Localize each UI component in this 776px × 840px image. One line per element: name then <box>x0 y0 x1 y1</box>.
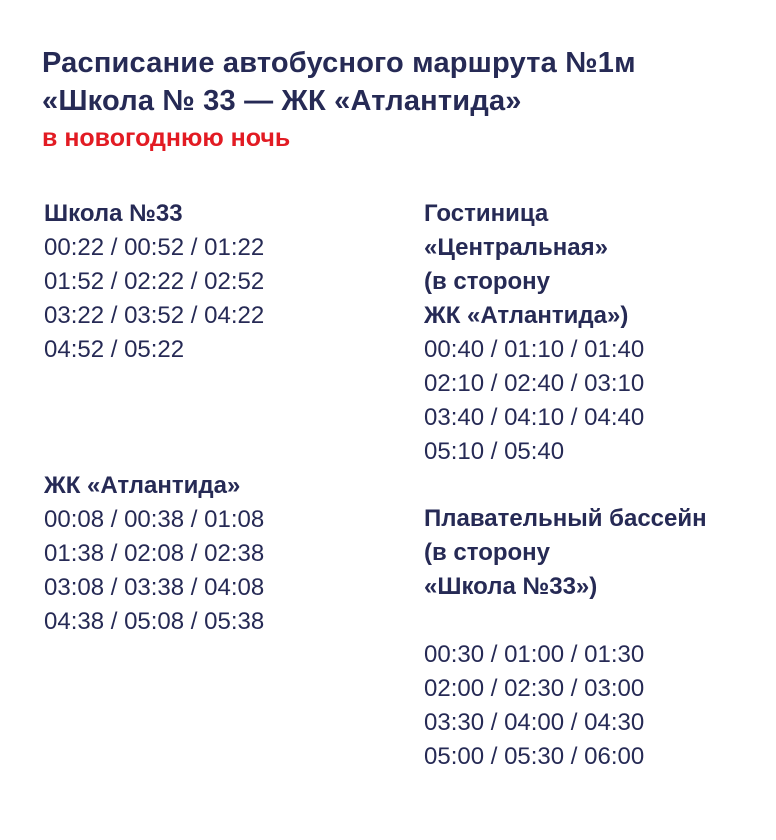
time-row: 03:08 / 03:38 / 04:08 <box>44 574 265 601</box>
time-row: 00:22 / 00:52 / 01:22 <box>44 234 265 261</box>
stop-block-school33 <box>44 197 264 367</box>
time-row: 03:30 / 04:00 / 04:30 <box>424 709 645 736</box>
schedule-header <box>42 44 742 154</box>
stop-direction: (в сторону <box>424 268 551 295</box>
time-row: 05:00 / 05:30 / 06:00 <box>424 743 645 770</box>
time-row: 03:40 / 04:10 / 04:40 <box>424 404 645 431</box>
spacer <box>424 604 707 638</box>
page-title-line-2: «Школа № 33 — ЖК «Атлантида» <box>42 85 522 117</box>
time-row: 03:22 / 03:52 / 04:22 <box>44 302 265 329</box>
stop-name: Гостиница <box>424 200 549 227</box>
time-row: 01:38 / 02:08 / 02:38 <box>44 540 265 567</box>
stop-direction: «Школа №33») <box>424 573 598 600</box>
stop-name: Плавательный бассейн <box>424 505 707 532</box>
stop-block-basseyn <box>424 502 707 774</box>
page-subtitle: в новогоднюю ночь <box>42 124 291 152</box>
stop-direction: (в сторону <box>424 539 551 566</box>
time-row: 05:10 / 05:40 <box>424 438 565 465</box>
time-row: 00:30 / 01:00 / 01:30 <box>424 641 645 668</box>
stop-name: «Центральная» <box>424 234 608 261</box>
time-row: 04:38 / 05:08 / 05:38 <box>44 608 265 635</box>
time-row: 02:10 / 02:40 / 03:10 <box>424 370 645 397</box>
page-title-line-1: Расписание автобусного маршрута №1м <box>42 47 636 79</box>
time-row: 01:52 / 02:22 / 02:52 <box>44 268 265 295</box>
time-row: 00:40 / 01:10 / 01:40 <box>424 336 645 363</box>
stop-block-atlantida <box>44 469 264 639</box>
time-row: 04:52 / 05:22 <box>44 336 185 363</box>
stop-direction: ЖК «Атлантида») <box>424 302 629 329</box>
stop-name: Школа №33 <box>44 200 183 227</box>
stop-name: ЖК «Атлантида» <box>44 472 241 499</box>
stop-block-gostinitsa <box>424 197 644 469</box>
time-row: 02:00 / 02:30 / 03:00 <box>424 675 645 702</box>
time-row: 00:08 / 00:38 / 01:08 <box>44 506 265 533</box>
